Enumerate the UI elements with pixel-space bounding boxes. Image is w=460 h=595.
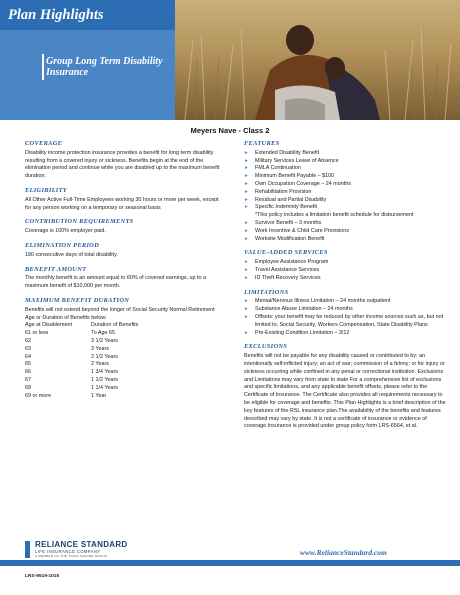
logo-mark xyxy=(25,541,30,558)
list-item: ▸ FMLA Continuation xyxy=(244,165,449,173)
table-cell: 1 1/2 Years xyxy=(91,376,118,383)
website-link[interactable]: www.RelianceStandard.com xyxy=(300,548,387,557)
list-item: ▸ Work Incentive & Child Care Provisions xyxy=(244,228,449,236)
table-cell: 67 xyxy=(25,376,31,383)
list-item: ▸ Survivor Benefit – 3 months xyxy=(244,220,449,228)
list-item: ▸ Substance Abuse Limitation – 24 months xyxy=(244,306,449,314)
table-cell: 2 Years xyxy=(91,361,109,368)
list-item: ▸ Employee Assistance Program xyxy=(244,259,449,267)
table-row xyxy=(25,385,138,393)
contribution-section xyxy=(25,218,225,236)
page-title: Plan Highlights xyxy=(8,7,104,23)
benefit-amount-section xyxy=(25,266,225,291)
list-item: ▸ Extended Disability Benefit xyxy=(244,150,449,158)
max-duration-heading: MAXIMUM BENEFIT DURATION xyxy=(25,296,130,304)
table-cell: 1 1/4 Years xyxy=(91,384,118,391)
list-item: ▸ Minimum Benefit Payable – $100 xyxy=(244,173,449,181)
header-divider xyxy=(42,54,44,80)
list-item: ▸ Pre-Existing Condition Limitation – 3/12 xyxy=(244,330,449,338)
contribution-heading: CONTRIBUTION REQUIREMENTS xyxy=(25,218,134,226)
elimination-heading: ELIMINATION PERIOD xyxy=(25,241,100,249)
features-list-continued xyxy=(244,220,449,243)
table-row xyxy=(25,346,138,354)
company-logo xyxy=(25,540,165,562)
table-cell: 62 xyxy=(25,337,31,344)
table-header-row xyxy=(25,322,138,330)
table-cell: 68 xyxy=(25,384,31,391)
limitations-list xyxy=(244,298,449,337)
header-photo-image xyxy=(175,0,460,120)
elimination-section xyxy=(25,242,225,260)
table-cell: 69 or more xyxy=(25,392,52,399)
form-code: LRS-9519-1015 xyxy=(25,574,60,579)
logo-tagline: LIFE INSURANCE COMPANY xyxy=(35,549,101,554)
table-cell: 2 1/2 Years xyxy=(91,353,118,360)
list-item: ▸ Specific Indemnity Benefit xyxy=(244,204,449,212)
left-column xyxy=(25,140,225,406)
footer-bar xyxy=(0,560,460,566)
table-row xyxy=(25,330,138,338)
page-subtitle: Group Long Term Disability Insurance xyxy=(46,56,163,78)
eligibility-section xyxy=(25,187,225,212)
max-duration-section xyxy=(25,297,225,400)
table-row xyxy=(25,338,138,346)
table-cell: 3 Years xyxy=(91,345,109,352)
exclusions-text: Benefits will not be payable for any disability caused or contributed to by: an intentionally self-inflicted injury; an act of war; commission of a felony; or for injury or sickness occurring while confined in any penal or correctional institution. Exclusions and Limitations may vary from state to state For a comprehensive list of exclusions and specific limitations, and any applicable benefit offsets, please refer to the Certificate of Insurance. The Certificate also provides all requirements necessary to be eligible for coverage and benefits. This Plan Highlights is a brief description of the key features of the RSL insurance plan.The availability of the benefits and features described may vary by state. It is not a certificate of insurance or evidence of coverage.Insurance is provided under group policy form LRS-6564, et al. xyxy=(244,353,446,430)
list-item: ▸ Mental/Nervous Illness Limitation – 24 months outpatient xyxy=(244,298,449,306)
table-cell: 1 3/4 Years xyxy=(91,369,118,376)
contribution-text: Coverage is 100% employer paid. xyxy=(25,228,106,235)
list-item: ▸ Offsets: your benefit may be reduced by other income sources such as, but not limited to, Social Security, Workers Compensation, State Disability Plans xyxy=(244,314,449,330)
value-added-heading: VALUE-ADDED SERVICES xyxy=(244,249,328,257)
features-list xyxy=(244,150,449,212)
coverage-text: Disability income protection insurance provides a benefit for long term disability resulting from a covered injury or sickness. Benefits begin at the end of the elimination period and continue while you are disabled up to the maximum benefit duration. xyxy=(25,149,220,180)
table-cell: 3 1/2 Years xyxy=(91,337,118,344)
table-cell: 65 xyxy=(25,361,31,368)
table-cell: 64 xyxy=(25,353,31,360)
table-row xyxy=(25,361,138,369)
coverage-heading: COVERAGE xyxy=(25,140,63,147)
features-section xyxy=(244,140,449,243)
list-item: ▸ Worksite Modification Benefit xyxy=(244,236,449,244)
table-row xyxy=(25,369,138,377)
max-duration-text: Benefits will not extend beyond the longer of Social Security Normal Retirement Age or Duration of Benefits below: xyxy=(25,306,215,321)
table-cell: 63 xyxy=(25,345,31,352)
logo-name: RELIANCE STANDARD xyxy=(35,540,128,549)
header-photo xyxy=(175,0,460,120)
list-item: ▸ Military Services Leave of Absence xyxy=(244,158,449,166)
value-added-section xyxy=(244,249,449,282)
list-item: ▸ Residual and Partial Disability xyxy=(244,197,449,205)
table-row xyxy=(25,377,138,385)
table-cell: 61 or less xyxy=(25,330,49,337)
table-cell: To Age 65 xyxy=(91,330,115,337)
list-item: ▸ Own Occupation Coverage – 24 months xyxy=(244,181,449,189)
eligibility-heading: ELIGIBILITY xyxy=(25,186,68,194)
coverage-section xyxy=(25,140,225,181)
features-note: *This policy includes a limitation benefit schedule for disbursement xyxy=(255,212,414,219)
table-cell: 1 Year xyxy=(91,392,107,399)
list-item: ▸ Travel Assistance Services xyxy=(244,267,449,275)
exclusions-heading: EXCLUSIONS xyxy=(244,343,288,351)
benefit-amount-text: The monthly benefit is an amount equal to 60% of covered earnings, up to a maximum benefit of $10,000 per month. xyxy=(25,275,206,290)
eligibility-text: All Other Active Full-Time Employees working 30 hours or more per week, except for any person working on a temporary or seasonal basis xyxy=(25,196,219,211)
benefit-amount-heading: BENEFIT AMOUNT xyxy=(25,265,87,273)
benefit-duration-table xyxy=(25,322,138,400)
elimination-text: 180 consecutive days of total disability. xyxy=(25,251,118,258)
logo-member-line: A MEMBER OF THE TOKIO MARINE GROUP xyxy=(35,554,108,558)
limitations-section xyxy=(244,289,449,338)
list-item: ▸ ID Theft Recovery Services xyxy=(244,275,449,283)
value-added-list xyxy=(244,259,449,282)
table-row xyxy=(25,393,138,401)
table-row xyxy=(25,354,138,362)
table-cell: 66 xyxy=(25,369,31,376)
list-item: ▸ Rehabilitation Provision xyxy=(244,189,449,197)
table-header: Duration of Benefits xyxy=(91,322,139,329)
right-column xyxy=(244,140,449,437)
exclusions-section xyxy=(244,343,449,431)
features-heading: FEATURES xyxy=(244,140,280,147)
limitations-heading: LIMITATIONS xyxy=(244,288,289,296)
plan-name: Meyers Nave - Class 2 xyxy=(190,126,270,135)
table-header: Age at Disablement xyxy=(25,322,73,329)
